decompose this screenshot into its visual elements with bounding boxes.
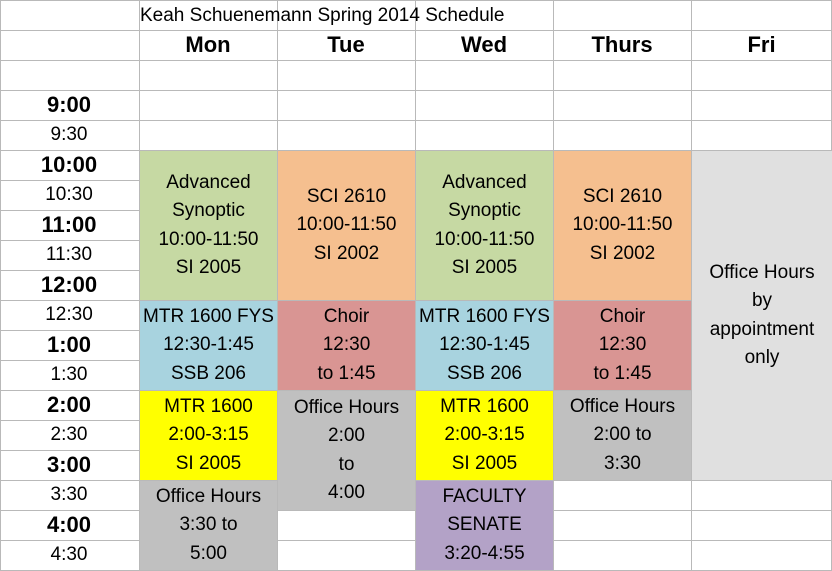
time-label: 3:00 <box>46 452 92 477</box>
event-text: MTR 1600 FYS <box>143 305 274 327</box>
event-text: SI 2005 <box>175 452 242 474</box>
event-text: SCI 2610 <box>582 185 663 207</box>
time-label: 1:00 <box>46 332 92 357</box>
event-text: Advanced <box>166 171 251 193</box>
event-text: 3:20-4:55 <box>444 542 525 564</box>
time-label: 12:30 <box>45 304 93 325</box>
event-text: Office Hours <box>569 395 676 417</box>
schedule-event <box>553 300 691 390</box>
schedule-event <box>415 150 553 300</box>
time-label: 2:30 <box>50 424 88 445</box>
event-text: 3:30 to <box>179 514 238 536</box>
schedule-event <box>277 300 415 390</box>
event-text: FACULTY <box>442 485 527 507</box>
schedule-event <box>691 150 832 480</box>
schedule-event <box>277 150 415 300</box>
time-label: 3:30 <box>50 484 88 505</box>
event-text: 10:00-11:50 <box>158 228 259 250</box>
time-label: 10:00 <box>40 152 98 177</box>
time-label: 11:30 <box>45 244 93 265</box>
event-text: SI 2005 <box>451 257 518 278</box>
schedule-event <box>415 480 553 570</box>
event-text: 12:30 <box>598 334 647 356</box>
event-text: 10:00-11:50 <box>296 214 397 236</box>
event-text: SI 2002 <box>589 242 656 264</box>
event-text: SI 2005 <box>451 452 518 474</box>
event-text: SCI 2610 <box>306 185 387 207</box>
event-text: to <box>338 453 355 475</box>
time-label: 11:00 <box>41 212 97 237</box>
event-text: 3:30 <box>604 452 641 474</box>
event-text: Synoptic <box>448 200 521 221</box>
event-text: Office Hours <box>155 485 262 507</box>
time-label: 2:00 <box>46 392 92 417</box>
event-text: Advanced <box>442 171 527 193</box>
schedule-event <box>277 390 415 510</box>
day-header: Fri <box>747 32 776 57</box>
grid-line <box>0 60 832 61</box>
day-header: Mon <box>185 32 231 57</box>
event-text: Office Hours <box>293 396 400 418</box>
schedule-event <box>139 390 277 480</box>
schedule-event <box>553 150 691 300</box>
day-header: Tue <box>327 32 365 57</box>
event-text: Choir <box>323 305 370 327</box>
time-label: 9:30 <box>50 124 88 145</box>
event-text: 2:00 <box>328 425 365 446</box>
event-text: only <box>744 347 780 368</box>
event-text: 12:30-1:45 <box>439 334 530 356</box>
event-text: Office Hours <box>709 261 815 283</box>
schedule-event <box>553 390 691 480</box>
event-text: to 1:45 <box>593 362 652 384</box>
time-label: 10:30 <box>45 184 93 205</box>
event-text: SSB 206 <box>171 362 246 384</box>
schedule-event <box>139 300 277 390</box>
time-label: 4:00 <box>46 512 92 537</box>
event-text: 2:00-3:15 <box>168 424 249 446</box>
event-text: 12:30 <box>322 334 371 356</box>
event-text: MTR 1600 FYS <box>419 305 550 327</box>
schedule-event <box>139 150 277 300</box>
event-text: Choir <box>599 305 646 327</box>
event-text: 12:30-1:45 <box>163 334 254 356</box>
event-text: MTR 1600 <box>440 395 529 417</box>
time-label: 12:00 <box>40 272 98 297</box>
event-text: 5:00 <box>190 542 227 564</box>
time-label: 4:30 <box>50 544 88 565</box>
event-text: to 1:45 <box>317 362 376 384</box>
event-text: SI 2002 <box>313 242 380 264</box>
day-header: Wed <box>460 32 508 57</box>
event-text: appointment <box>709 318 815 340</box>
event-text: Synoptic <box>172 200 245 221</box>
event-text: SSB 206 <box>447 362 522 384</box>
event-text: SI 2005 <box>175 257 242 278</box>
grid-line <box>0 0 832 1</box>
schedule-title: Keah Schuenemann Spring 2014 Schedule <box>140 5 505 26</box>
event-text: 10:00-11:50 <box>572 214 673 236</box>
day-header: Thurs <box>591 32 653 57</box>
event-text: MTR 1600 <box>164 395 253 417</box>
event-text: 10:00-11:50 <box>434 228 535 250</box>
time-label: 1:30 <box>50 364 88 385</box>
schedule-event <box>415 390 553 480</box>
event-text: 2:00 to <box>593 424 652 446</box>
event-text: 4:00 <box>328 482 365 503</box>
event-text: SENATE <box>447 514 522 536</box>
schedule-event <box>415 300 553 390</box>
event-text: 2:00-3:15 <box>444 424 525 446</box>
time-label: 9:00 <box>46 92 92 117</box>
event-text: by <box>751 290 773 311</box>
schedule-event <box>139 480 277 570</box>
